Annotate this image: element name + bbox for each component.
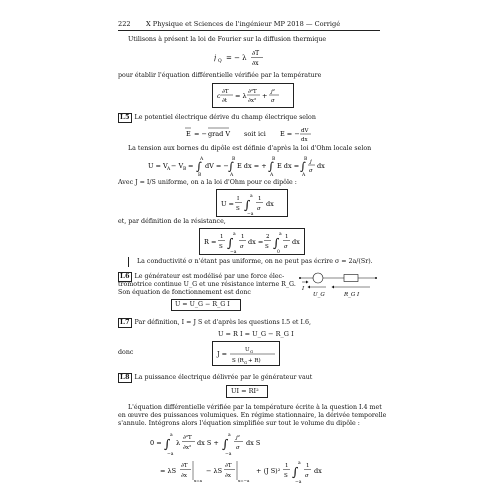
equation-grad — [184, 124, 324, 147]
svg-text:G: G — [250, 349, 254, 354]
svg-text:E dx =: E dx = — [277, 162, 300, 170]
question-I7-text: Par définition, I = J S et d'après les questions I.5 et I.6, — [134, 319, 311, 326]
svg-text:dx: dx — [317, 162, 325, 170]
paragraph-fourier: Utilisons à présent la loi de Fourier sur la diffusion thermique — [128, 36, 327, 43]
note-conductivity: La conductivité σ n'étant pas uniforme, on ne peut pas écrire σ = 2a/(Sr). — [137, 258, 373, 265]
equation-power-box — [226, 385, 268, 398]
svg-text:1: 1 — [285, 234, 289, 240]
svg-text:S: S — [284, 473, 288, 479]
paragraph-heat: pour établir l'équation différentielle vérifiée par la température — [118, 72, 322, 79]
svg-text:A: A — [200, 157, 204, 162]
equation-power: UI = RI² — [231, 387, 259, 395]
equation-tension — [148, 154, 368, 181]
equation-ohm-box — [216, 189, 288, 217]
equation-heat-box — [212, 83, 294, 108]
equation-I7-2-svg — [213, 342, 279, 365]
question-I5 — [118, 113, 380, 123]
label-current: I — [302, 286, 305, 292]
question-I6-line2: tromotrice continue U_G et une résistance interne R_G. — [118, 281, 296, 288]
svg-text:− λS: − λS — [206, 467, 223, 475]
svg-text:S (R: S (R — [232, 358, 244, 364]
svg-text:1: 1 — [220, 234, 224, 240]
svg-text:−a: −a — [225, 452, 232, 457]
svg-text:a: a — [250, 194, 253, 199]
svg-text:dx S +: dx S + — [197, 439, 219, 447]
svg-text:B: B — [198, 173, 202, 178]
svg-text:a: a — [170, 433, 173, 438]
page-number: 222 — [118, 20, 131, 28]
svg-text:σ: σ — [240, 244, 244, 250]
svg-text:∫: ∫ — [300, 160, 306, 173]
svg-text:σ: σ — [257, 206, 261, 212]
running-title: X Physique et Sciences de l'ingénieur MP 2018 — Corrigé — [146, 20, 341, 28]
question-number: I.5 — [118, 113, 132, 123]
svg-text:λ: λ — [176, 439, 181, 447]
svg-text:A: A — [230, 173, 234, 178]
svg-text:= −: = − — [194, 130, 207, 138]
svg-text:j: j — [310, 159, 312, 165]
equation-fourier — [214, 47, 304, 72]
svg-text:∫: ∫ — [227, 236, 234, 250]
svg-text:=: = — [188, 162, 194, 170]
equation-grad-svg — [184, 124, 324, 144]
svg-text:σ: σ — [284, 244, 288, 250]
svg-text:= λS: = λS — [160, 467, 177, 475]
svg-text:−a: −a — [167, 452, 174, 457]
svg-text:U: U — [245, 347, 250, 353]
svg-text:∫: ∫ — [222, 437, 229, 451]
svg-text:σ: σ — [309, 168, 313, 174]
equation-generator: U = U_G − R_G I — [175, 301, 230, 308]
svg-text:J =: J = — [217, 350, 228, 358]
svg-text:j: j — [214, 54, 217, 62]
label-drop: R_G I — [344, 292, 360, 298]
svg-text:c: c — [217, 92, 221, 100]
svg-text:a: a — [279, 232, 282, 237]
svg-text:A: A — [167, 167, 171, 172]
svg-text:B: B — [183, 167, 187, 172]
svg-text:x=−a: x=−a — [238, 478, 250, 483]
header-rule — [118, 30, 380, 31]
svg-text:= − λ: = − λ — [226, 54, 247, 62]
svg-text:∫: ∫ — [196, 160, 202, 173]
svg-text:∂²T: ∂²T — [248, 89, 257, 95]
paragraph-resistance: et, par définition de la résistance, — [118, 218, 226, 225]
svg-text:1: 1 — [258, 196, 262, 202]
svg-text:E = −: E = − — [280, 130, 300, 138]
svg-text:j²: j² — [271, 89, 275, 95]
svg-text:∂x: ∂x — [252, 60, 259, 67]
svg-text:grad V: grad V — [208, 130, 231, 138]
svg-text:∫: ∫ — [292, 465, 299, 479]
svg-text:∂T: ∂T — [181, 463, 188, 469]
svg-text:dV: dV — [301, 128, 309, 134]
svg-text:U =: U = — [221, 200, 234, 208]
svg-text:dx: dx — [301, 137, 308, 143]
svg-text:dx: dx — [292, 238, 300, 246]
svg-text:∂²T: ∂²T — [183, 435, 192, 441]
svg-text:0 =: 0 = — [150, 439, 162, 447]
running-header — [118, 18, 380, 30]
paragraph-ohm: Avec J = I/S uniforme, on a la loi d'Ohm pour ce dipôle : — [118, 179, 297, 186]
svg-text:1: 1 — [241, 234, 245, 240]
svg-text:∂x: ∂x — [225, 473, 231, 479]
question-I6-line3: Son équation de fonctionnement est donc — [118, 289, 251, 296]
svg-text:R =: R = — [204, 238, 217, 246]
svg-text:dV = −: dV = − — [205, 162, 229, 170]
svg-text:U = V: U = V — [148, 162, 168, 170]
svg-text:σ: σ — [236, 445, 240, 451]
terminal-right — [375, 277, 377, 279]
svg-text:∂x²: ∂x² — [248, 98, 257, 104]
svg-text:+ R): + R) — [248, 358, 261, 364]
svg-text:dx: dx — [314, 467, 322, 475]
svg-text:+ (J S)²: + (J S)² — [256, 467, 281, 475]
svg-text:∂T: ∂T — [252, 50, 260, 57]
equation-heat-svg — [213, 84, 293, 107]
svg-text:1: 1 — [285, 463, 289, 469]
svg-text:σ: σ — [305, 473, 309, 479]
svg-text:+: + — [262, 92, 268, 100]
equation-tension-svg — [148, 154, 368, 178]
question-number: I.6 — [118, 272, 132, 282]
svg-text:x=a: x=a — [194, 478, 202, 483]
svg-text:soit ici: soit ici — [244, 130, 266, 138]
svg-text:I: I — [237, 196, 240, 202]
svg-text:j²: j² — [236, 435, 240, 441]
question-number: I.7 — [118, 318, 132, 328]
svg-text:1: 1 — [306, 463, 310, 469]
svg-text:S: S — [265, 244, 269, 250]
svg-text:S: S — [219, 244, 223, 250]
svg-text:∫: ∫ — [164, 437, 171, 451]
equation-resistance-svg — [200, 229, 304, 254]
svg-text:dx: dx — [266, 200, 274, 208]
current-arrow — [306, 281, 309, 284]
svg-text:dx S: dx S — [246, 439, 261, 447]
question-number: I.8 — [118, 373, 132, 383]
svg-text:B: B — [272, 157, 276, 162]
resistor — [344, 275, 358, 282]
svg-text:Q: Q — [218, 59, 222, 64]
note-bar — [128, 257, 129, 267]
svg-text:−a: −a — [295, 480, 302, 485]
svg-text:∂T: ∂T — [222, 89, 229, 95]
equation-I7-1: U = R I = U_G − R_G I — [218, 330, 294, 338]
question-I5-text: Le potentiel électrique dérive du champ électrique selon — [134, 114, 316, 121]
svg-text:− V: − V — [171, 162, 184, 170]
paragraph-tension: La tension aux bornes du dipôle est définie d'après la loi d'Ohm locale selon — [128, 145, 372, 152]
svg-text:0: 0 — [277, 250, 280, 254]
svg-text:E dx = +: E dx = + — [237, 162, 267, 170]
svg-text:−a: −a — [230, 250, 237, 254]
svg-text:dx =: dx = — [248, 238, 264, 246]
question-I8-text: La puissance électrique délivrée par le générateur vaut — [134, 374, 313, 381]
svg-text:σ: σ — [271, 98, 275, 104]
svg-text:∂T: ∂T — [225, 463, 232, 469]
equation-I7-2-box — [212, 341, 280, 366]
svg-text:A: A — [270, 173, 274, 178]
label-emf: U_G — [313, 292, 325, 298]
svg-text:B: B — [232, 157, 236, 162]
svg-text:∂x²: ∂x² — [183, 445, 192, 451]
equation-generator-box — [171, 299, 241, 311]
svg-text:a: a — [228, 433, 231, 438]
svg-text:A: A — [302, 173, 306, 178]
svg-text:∫: ∫ — [268, 160, 274, 173]
equation-ohm-svg — [217, 190, 287, 216]
svg-text:∂x: ∂x — [181, 473, 187, 479]
equation-resistance-box — [199, 228, 305, 255]
svg-text:G: G — [244, 360, 248, 365]
svg-text:∂t: ∂t — [222, 98, 228, 104]
svg-text:E: E — [186, 130, 191, 138]
terminal-left — [299, 277, 301, 279]
svg-text:= λ: = λ — [235, 92, 247, 100]
equation-fourier-svg — [214, 47, 304, 69]
svg-text:−a: −a — [247, 212, 254, 216]
final-line2: en œuvre des puissances volumiques. En régime stationnaire, la dérivée temporelle — [118, 412, 387, 419]
svg-text:∫: ∫ — [228, 160, 234, 173]
equation-integral-2 — [160, 459, 380, 487]
svg-text:B: B — [304, 157, 308, 162]
equation-integral-1 — [150, 429, 360, 457]
svg-text:S: S — [236, 206, 240, 212]
emf-source — [313, 273, 323, 283]
svg-text:∫: ∫ — [244, 198, 251, 212]
final-line1: L'équation différentielle vérifiée par la température écrite à la question I.4 met — [128, 404, 382, 411]
question-I8 — [118, 373, 380, 383]
final-line3: s'annule. Intégrons alors l'équation simplifiée sur tout le volume du dipôle : — [118, 420, 360, 427]
question-I7 — [118, 318, 380, 328]
svg-text:∫: ∫ — [273, 236, 280, 250]
svg-text:a: a — [298, 461, 301, 466]
word-donc: donc — [118, 349, 134, 356]
question-I6-line1: Le générateur est modélisé par une force élec- — [134, 273, 285, 280]
svg-text:a: a — [233, 232, 236, 237]
svg-text:2: 2 — [266, 234, 270, 240]
circuit-diagram — [296, 266, 382, 302]
